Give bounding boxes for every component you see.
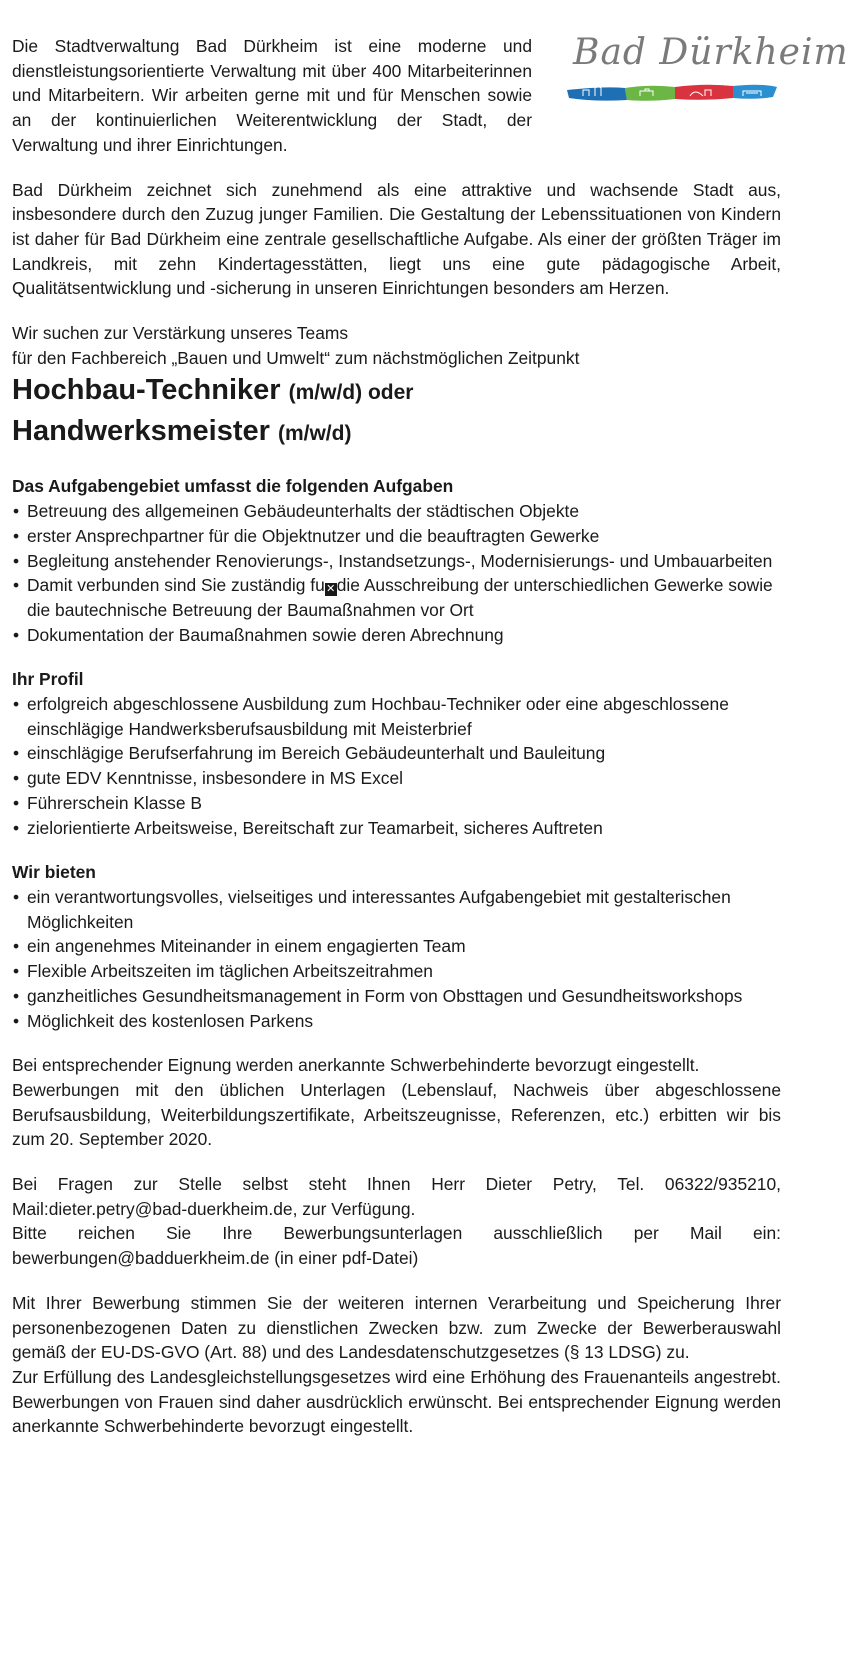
list-item: • zielorientierte Arbeitsweise, Bereitschaft zur Teamarbeit, sicheres Auftreten: [12, 816, 781, 841]
list-item: • ein verantwortungsvolles, vielseitiges und interessantes Aufgabengebiet mit gestalterischen Möglichkeiten: [12, 885, 781, 934]
job-title-main-1: Hochbau-Techniker: [12, 374, 281, 407]
job-title-suffix-1: (m/w/d) oder: [288, 381, 414, 405]
tasks-heading: Das Aufgabengebiet umfasst die folgenden Aufgaben: [12, 476, 454, 497]
list-item: • Führerschein Klasse B: [12, 791, 781, 816]
intro-paragraph: Die Stadtverwaltung Bad Dürkheim ist eine moderne und dienstleistungsorientierte Verwaltung mit über 400 Mitarbeiterinnen und Mitarbeitern. Wir arbeiten gerne mit und für Menschen sowie an der kontinuierlichen Weiterentwicklung der Stadt, der Verwaltung und ihrer Einrichtungen.: [12, 36, 532, 155]
job-title-line-2: [12, 413, 781, 452]
logo-bar-green: [625, 86, 675, 101]
list-item: • Flexible Arbeitszeiten im täglichen Arbeitszeitrahmen: [12, 959, 781, 984]
list-item: • Betreuung des allgemeinen Gebäudeunterhalts der städtischen Objekte: [12, 499, 781, 524]
list-item: [12, 573, 781, 622]
list-item: • gute EDV Kenntnisse, insbesondere in MS Excel: [12, 766, 781, 791]
search-line-1: Wir suchen zur Verstärkung unseres Teams: [12, 323, 349, 344]
task-4-text-b: die Ausschreibung der unterschiedlichen Gewerke sowie die bautechnische Betreuung der Baumaßnahmen vor Ort: [27, 575, 773, 620]
city-description-paragraph: Bad Dürkheim zeichnet sich zunehmend als eine attraktive und wachsende Stadt aus, insbesondere durch den Zuzug junger Familien. Die Gestaltung der Lebenssituationen von Kindern ist daher für Bad Dürkheim eine zentrale gesellschaftliche Aufgabe. Als einer der größten Träger im Landkreis, mit zehn Kindertagesstätten, liegt uns eine gute pädagogische Arbeit, Qualitätsentwicklung und -sicherung in unseren Einrichtungen besonders am Herzen.: [12, 179, 781, 299]
job-title-suffix-2: (m/w/d): [277, 422, 352, 446]
equality-paragraph: Zur Erfüllung des Landesgleichstellungsgesetzes wird eine Erhöhung des Frauenanteils angestrebt. Bewerbungen von Frauen sind daher ausdrücklich erwünscht. Bei entsprechender Eignung werden anerkannte Schwerbehinderte bevorzugt eingestellt.: [12, 1366, 781, 1437]
broken-glyph-icon: ✕: [326, 583, 336, 596]
data-protection-paragraph: Mit Ihrer Bewerbung stimmen Sie der weiteren internen Verarbeitung und Speicherung Ihrer personenbezogenen Daten zu dienstlichen Zwecken bzw. zum Zwecke der Bewerberauswahl gemäß der EU-DS-GVO (Art. 88) und des Landesdatenschutzgesetzes (§ 13 LDSG) zu.: [12, 1292, 781, 1363]
search-line-2: für den Fachbereich „Bauen und Umwelt“ zum nächstmöglichen Zeitpunkt: [12, 347, 580, 368]
job-title-line-1: [12, 372, 781, 411]
list-item: • Möglichkeit des kostenlosen Parkens: [12, 1009, 781, 1034]
logo-bar-blue: [567, 87, 627, 100]
tasks-list: [12, 499, 781, 647]
list-item: • erfolgreich abgeschlossene Ausbildung zum Hochbau-Techniker oder eine abgeschlossene einschlägige Handwerksberufsausbildung mit Meisterbrief: [12, 692, 781, 741]
contact-paragraph: Bei Fragen zur Stelle selbst steht Ihnen Herr Dieter Petry, Tel. 06322/935210, Mail:dieter.petry@bad-duerkheim.de, zur Verfügung.: [12, 1174, 781, 1219]
application-email-paragraph: Bitte reichen Sie Ihre Bewerbungsunterlagen ausschließlich per Mail ein: bewerbungen@badduerkheim.de (in einer pdf-Datei): [12, 1223, 781, 1269]
logo-color-bars: [565, 78, 778, 108]
list-item: • ganzheitliches Gesundheitsmanagement in Form von Obsttagen und Gesundheitsworkshops: [12, 984, 781, 1009]
profile-list: [12, 692, 781, 840]
logo-bar-red: [675, 85, 733, 100]
intro-section: [12, 32, 849, 158]
disability-note: Bei entsprechender Eignung werden anerkannte Schwerbehinderte bevorzugt eingestellt.: [12, 1055, 700, 1076]
offer-heading: Wir bieten: [12, 862, 96, 883]
logo-wordmark: Bad Dürkheim: [573, 32, 849, 73]
logo-bar-lightblue: [733, 85, 777, 99]
list-item: • Begleitung anstehender Renovierungs-, Instandsetzungs-, Modernisierungs- und Umbauarbeiten: [12, 549, 781, 574]
bad-duerkheim-logo: [565, 32, 849, 114]
offer-list: [12, 885, 781, 1033]
job-title-main-2: Handwerksmeister: [12, 415, 270, 448]
task-4-text-a: Damit verbunden sind Sie zuständig fu: [27, 575, 325, 596]
profile-heading: Ihr Profil: [12, 669, 84, 690]
list-item: • ein angenehmes Miteinander in einem engagierten Team: [12, 934, 781, 959]
list-item: • erster Ansprechpartner für die Objektnutzer und die beauftragten Gewerke: [12, 524, 781, 549]
list-item: • einschlägige Berufserfahrung im Bereich Gebäudeunterhalt und Bauleitung: [12, 741, 781, 766]
application-deadline-paragraph: Bewerbungen mit den üblichen Unterlagen (Lebenslauf, Nachweis über abgeschlossene Berufsausbildung, Weiterbildungszertifikate, Arbeitszeugnisse, Referenzen, etc.) erbitten wir bis zum 20. September 2020.: [12, 1079, 781, 1150]
list-item: • Dokumentation der Baumaßnahmen sowie deren Abrechnung: [12, 623, 781, 648]
